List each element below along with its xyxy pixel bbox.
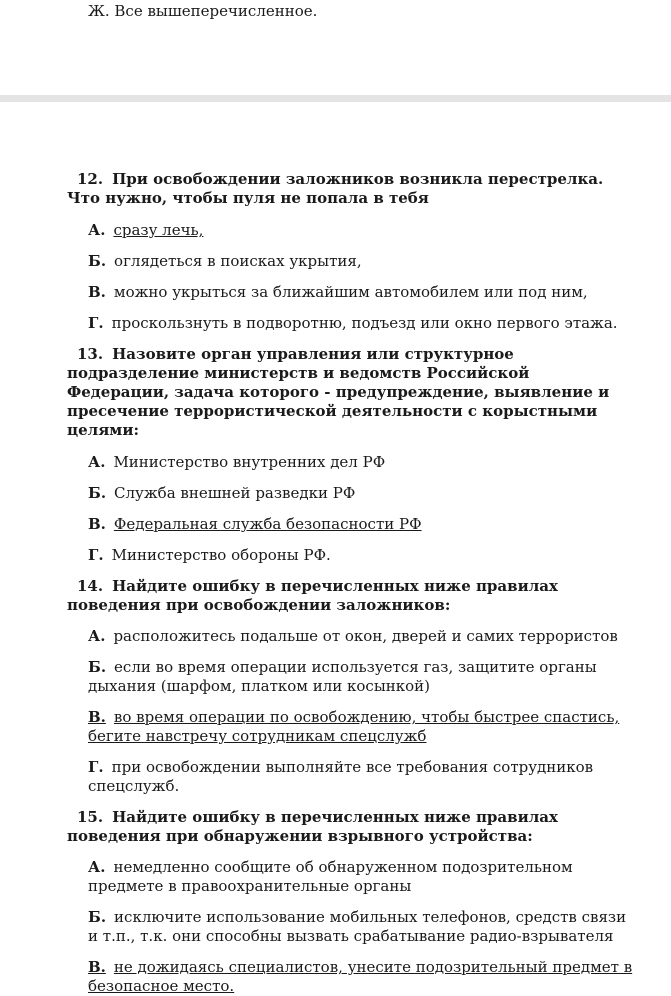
option-letter: А. [88, 221, 106, 239]
option-letter: Б. [88, 658, 107, 676]
option-text: Служба внешней разведки РФ [114, 484, 356, 502]
option-15-a [67, 858, 633, 896]
question-14 [67, 577, 633, 615]
option-text: Министерство обороны РФ. [111, 546, 331, 564]
option-15-b [67, 908, 633, 946]
question-text: Назовите орган управления или структурное подразделение министерств и ведомств Российской Федерации, задача которого - предупреждение, выявление и пресечение террористической деятельности с корыстными целями: [67, 345, 610, 439]
question-number: 15. [77, 808, 104, 826]
option-12-d [67, 314, 633, 333]
option-13-a [67, 453, 633, 472]
question-13 [67, 345, 633, 440]
option-letter: Г. [88, 546, 104, 564]
option-letter: А. [88, 858, 106, 876]
option-12-a [67, 221, 633, 240]
question-12 [67, 170, 633, 208]
question-number: 13. [77, 345, 104, 363]
option-text: расположитесь подальше от окон, дверей и самих террористов [113, 627, 618, 645]
option-letter: А. [88, 453, 106, 471]
option-text: Министерство внутренних дел РФ [113, 453, 386, 471]
question-15 [67, 808, 633, 846]
option-text: сразу лечь, [113, 221, 204, 239]
previous-answer-line: Ж. Все вышеперечисленное. [88, 2, 318, 20]
option-text: не дожидаясь специалистов, унесите подозрительный предмет в безопасное место [88, 958, 633, 995]
option-text: Федеральная служба безопасности РФ [113, 515, 422, 533]
questions-content [67, 170, 633, 996]
question-text: При освобождении заложников возникла перестрелка. Что нужно, чтобы пуля не попала в тебя [67, 170, 604, 207]
option-14-d [67, 758, 633, 796]
option-text: если во время операции используется газ, защитите органы дыхания (шарфом, платком или косынкой) [88, 658, 597, 695]
option-text: оглядеться в поисках укрытия, [114, 252, 362, 270]
option-letter: А. [88, 627, 106, 645]
option-text: проскользнуть в подворотню, подъезд или окно первого этажа. [111, 314, 618, 332]
question-number: 14. [77, 577, 104, 595]
page-separator [0, 95, 671, 102]
option-14-c [67, 708, 633, 746]
option-letter: В. [88, 708, 106, 726]
option-12-b [67, 252, 633, 271]
option-text: исключите использование мобильных телефонов, средств связи и т.п., т.к. они способны вызвать срабатывание радио-взрывателя [88, 908, 627, 945]
option-letter: Б. [88, 252, 107, 270]
option-14-a [67, 627, 633, 646]
question-number: 12. [77, 170, 104, 188]
option-13-b [67, 484, 633, 503]
option-letter: В. [88, 958, 106, 976]
option-15-c: В. не дожидаясь специалистов, унесите подозрительный предмет в безопасное место. [88, 958, 633, 995]
option-13-c [67, 515, 633, 534]
question-text: Найдите ошибку в перечисленных ниже правилах поведения при обнаружении взрывного устройства: [67, 808, 558, 845]
option-text: во время операции по освобождению, чтобы быстрее спастись, бегите навстречу сотрудникам спецслужб [88, 708, 620, 745]
option-letter: В. [88, 515, 106, 533]
option-13-d [67, 546, 633, 565]
option-letter: Г. [88, 314, 104, 332]
option-14-b [67, 658, 633, 696]
option-text: можно укрыться за ближайшим автомобилем или под ним, [113, 283, 588, 301]
option-text: при освобождении выполняйте все требования сотрудников спецслужб. [88, 758, 594, 795]
option-letter: Б. [88, 908, 107, 926]
option-letter: Б. [88, 484, 107, 502]
option-12-c [67, 283, 633, 302]
option-letter: Г. [88, 758, 104, 776]
option-text: немедленно сообщите об обнаруженном подозрительном предмете в правоохранительные органы [88, 858, 573, 895]
question-text: Найдите ошибку в перечисленных ниже правилах поведения при освобождении заложников: [67, 577, 558, 614]
option-letter: В. [88, 283, 106, 301]
